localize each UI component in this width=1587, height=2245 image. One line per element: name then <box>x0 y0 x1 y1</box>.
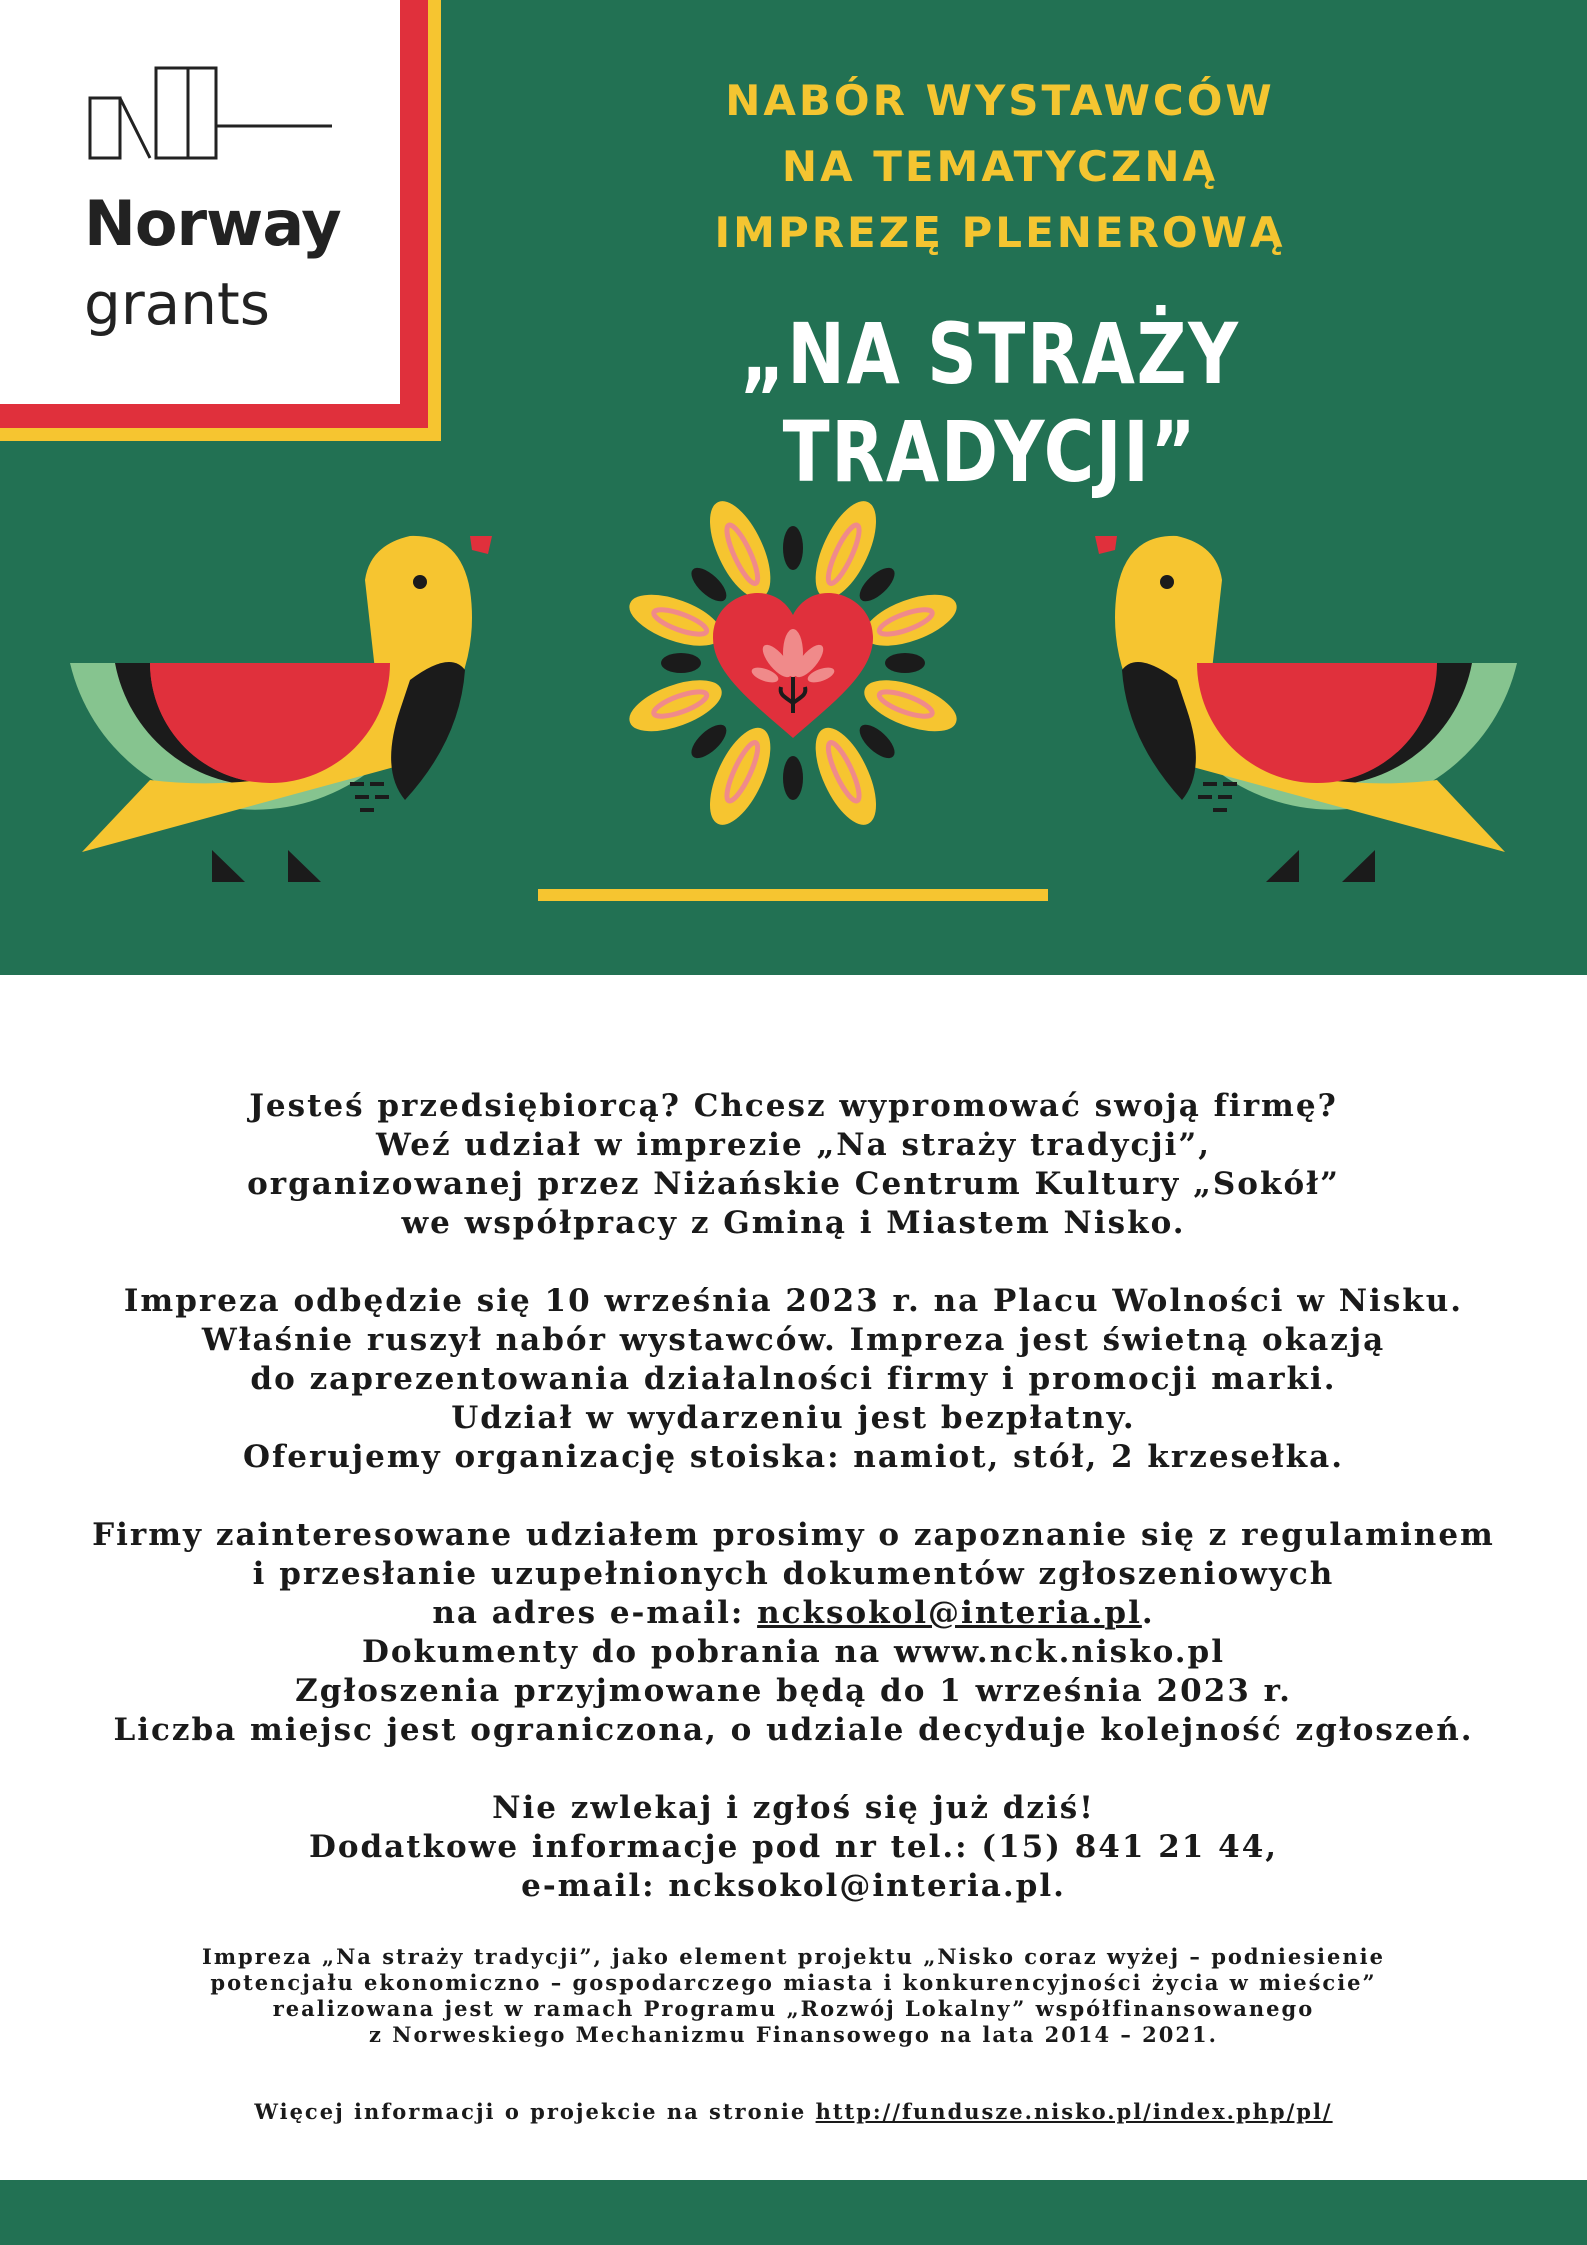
logo-word-grants: grants <box>84 270 270 338</box>
email-suffix: . <box>1141 1595 1155 1631</box>
header-banner <box>0 0 1587 975</box>
details-line: Oferujemy organizację stoiska: namiot, stół, 2 krzesełka. <box>242 1439 1345 1475</box>
footnote-line: z Norweskiego Mechanizmu Finansowego na lata 2014 – 2021. <box>369 2022 1218 2047</box>
contact-line: Dodatkowe informacje pod nr tel.: (15) 841 21 44, <box>308 1829 1279 1865</box>
funding-footnote <box>40 1944 1547 2048</box>
details-line: do zaprezentowania działalności firmy i promocji marki. <box>250 1361 1337 1397</box>
application-line: i przesłanie uzupełnionych dokumentów zgłoszeniowych <box>252 1556 1335 1592</box>
norway-grants-logo <box>0 0 400 404</box>
intro-paragraph <box>40 1087 1547 1243</box>
more-info-line <box>40 2099 1547 2124</box>
project-url-link[interactable]: http://fundusze.nisko.pl/index.php/pl/ <box>815 2099 1333 2124</box>
intro-line: organizowanej przez Niżańskie Centrum Kultury „Sokół” <box>247 1166 1340 1202</box>
intro-line: Weź udział w imprezie „Na straży tradycji”, <box>375 1127 1212 1163</box>
application-paragraph <box>40 1516 1547 1750</box>
bird-icon <box>1095 536 1517 882</box>
footer-bar <box>0 2180 1587 2245</box>
email-link[interactable]: ncksokol@interia.pl <box>757 1595 1142 1631</box>
footnote-line: potencjału ekonomiczno – gospodarczego miasta i konkurencyjności życia w mieście” <box>210 1970 1377 1995</box>
application-email-line <box>40 1594 1547 1633</box>
norway-grants-mark-icon <box>84 62 344 182</box>
intro-line: Jesteś przedsiębiorcą? Chcesz wypromować swoją firmę? <box>249 1088 1338 1124</box>
headline-line: NA TEMATYCZNĄ <box>781 142 1219 191</box>
application-line: Liczba miejsc jest ograniczona, o udziale decyduje kolejność zgłoszeń. <box>113 1712 1474 1748</box>
contact-line: e-mail: ncksokol@interia.pl. <box>521 1868 1066 1904</box>
logo-word-norway: Norway <box>84 187 341 260</box>
more-info-prefix: Więcej informacji o projekcie na stronie <box>254 2099 816 2124</box>
headline-line: NABÓR WYSTAWCÓW <box>725 76 1275 125</box>
contact-paragraph <box>40 1789 1547 1906</box>
contact-line: Nie zwlekaj i zgłoś się już dziś! <box>492 1790 1095 1826</box>
flower-heart-icon <box>538 493 1048 901</box>
intro-line: we współpracy z Gminą i Miastem Nisko. <box>401 1205 1186 1241</box>
headline-line: IMPREZĘ PLENEROWĄ <box>714 208 1286 257</box>
application-line: Firmy zainteresowane udziałem prosimy o zapoznanie się z regulaminem <box>92 1517 1495 1553</box>
details-line: Właśnie ruszył nabór wystawców. Impreza jest świetną okazją <box>201 1322 1386 1358</box>
recruitment-headline <box>620 68 1380 266</box>
details-line: Impreza odbędzie się 10 września 2023 r. na Placu Wolności w Nisku. <box>123 1283 1464 1319</box>
folk-illustration <box>0 470 1587 910</box>
announcement-body <box>40 1087 1547 1945</box>
details-paragraph <box>40 1282 1547 1477</box>
application-line: Dokumenty do pobrania na www.nck.nisko.pl <box>361 1634 1225 1670</box>
email-prefix: na adres e-mail: <box>432 1595 758 1631</box>
details-line: Udział w wydarzeniu jest bezpłatny. <box>451 1400 1136 1436</box>
bird-icon <box>70 536 492 882</box>
footnote-line: realizowana jest w ramach Programu „Rozwój Lokalny” współfinansowanego <box>272 1996 1315 2021</box>
footnote-line: Impreza „Na straży tradycji”, jako element projektu „Nisko coraz wyżej – podniesienie <box>202 1944 1385 1969</box>
event-title: „NA STRAŻY TRADYCJI” <box>740 305 1240 501</box>
application-line: Zgłoszenia przyjmowane będą do 1 września 2023 r. <box>295 1673 1292 1709</box>
